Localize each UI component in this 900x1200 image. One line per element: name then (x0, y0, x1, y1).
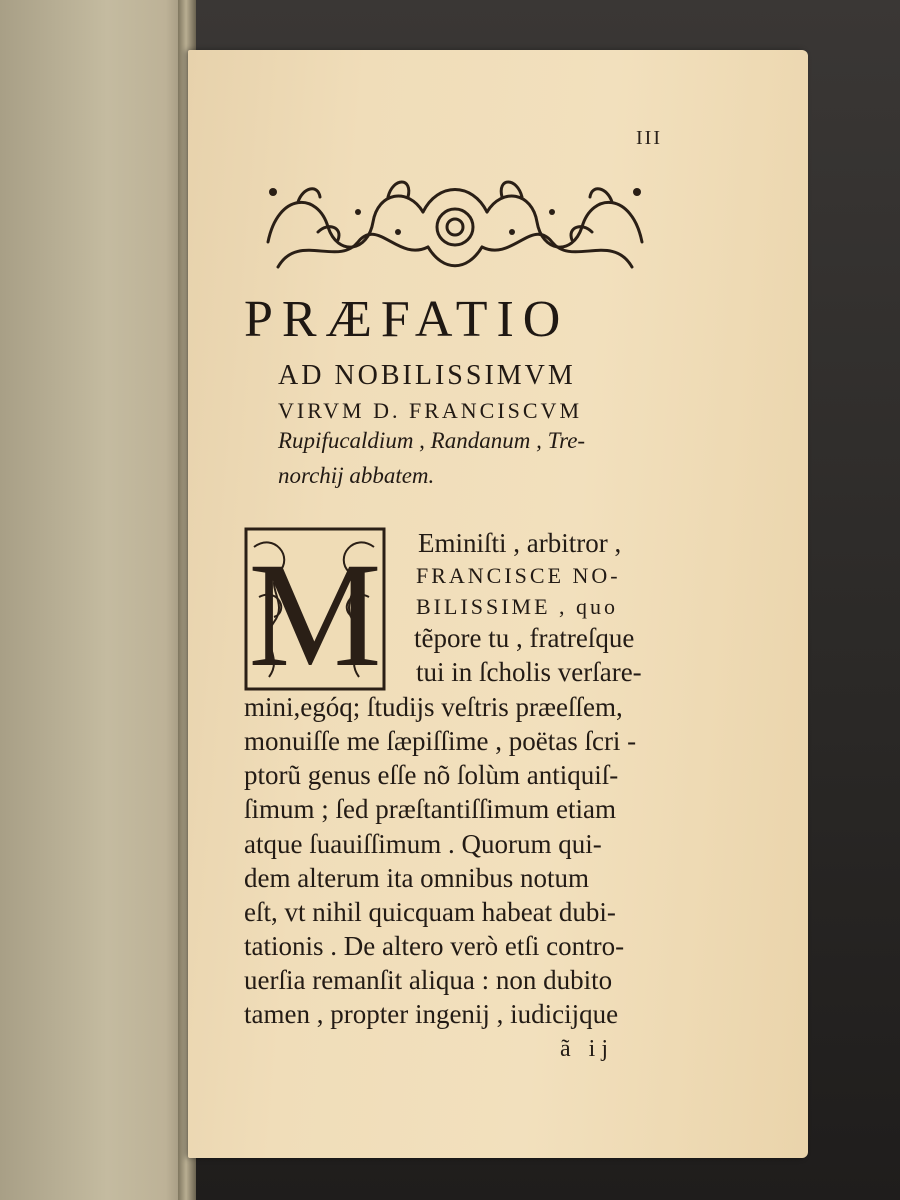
page-title: PRÆFATIO (244, 291, 570, 348)
text-line: Eminiſti , arbitror , (418, 528, 622, 558)
text-line: tui in ſcholis verſare- (416, 657, 642, 687)
text-line: tationis . De altero verò etſi contro- (244, 931, 625, 961)
dedication-line: AD NOBILISSIMVM (278, 360, 576, 391)
left-page (0, 0, 195, 1200)
text-line: dem alterum ita omnibus notum (244, 863, 589, 893)
text-line: eſt, vt nihil quicquam habeat dubi- (244, 897, 616, 927)
text-line: ſimum ; ſed præſtantiſſimum etiam (244, 794, 616, 824)
text-line: tamen , propter ingenij , iudicijque (244, 999, 619, 1029)
text-line: BILISSIME , quo (416, 594, 619, 619)
dedication-line: Rupifucaldium , Randanum , Tre- (278, 428, 586, 453)
initial-letter: M (248, 532, 382, 691)
text-line: FRANCISCE NO- (416, 563, 621, 588)
text-line: uerſia remanſit aliqua : non dubito (244, 965, 613, 995)
text-line: atque ſuauiſſimum . Quorum qui- (244, 829, 602, 859)
signature-mark: ã ij (560, 1036, 614, 1062)
text-line: mini,egóq; ſtudijs veſtris præeſſem, (244, 692, 623, 722)
text-line: ptorũ genus eſſe nõ ſolùm antiquiſ- (244, 760, 619, 790)
text-line: tẽpore tu , fratreſque (414, 623, 635, 653)
dedication-line: norchij abbatem. (278, 463, 435, 488)
ornamental-headpiece (258, 172, 652, 278)
decorated-initial (244, 527, 386, 691)
dedication-line: VIRVM D. FRANCISCVM (278, 398, 583, 423)
text-line: monuiſſe me ſæpiſſime , poëtas ſcri - (244, 726, 637, 756)
folio-number: III (636, 127, 662, 149)
